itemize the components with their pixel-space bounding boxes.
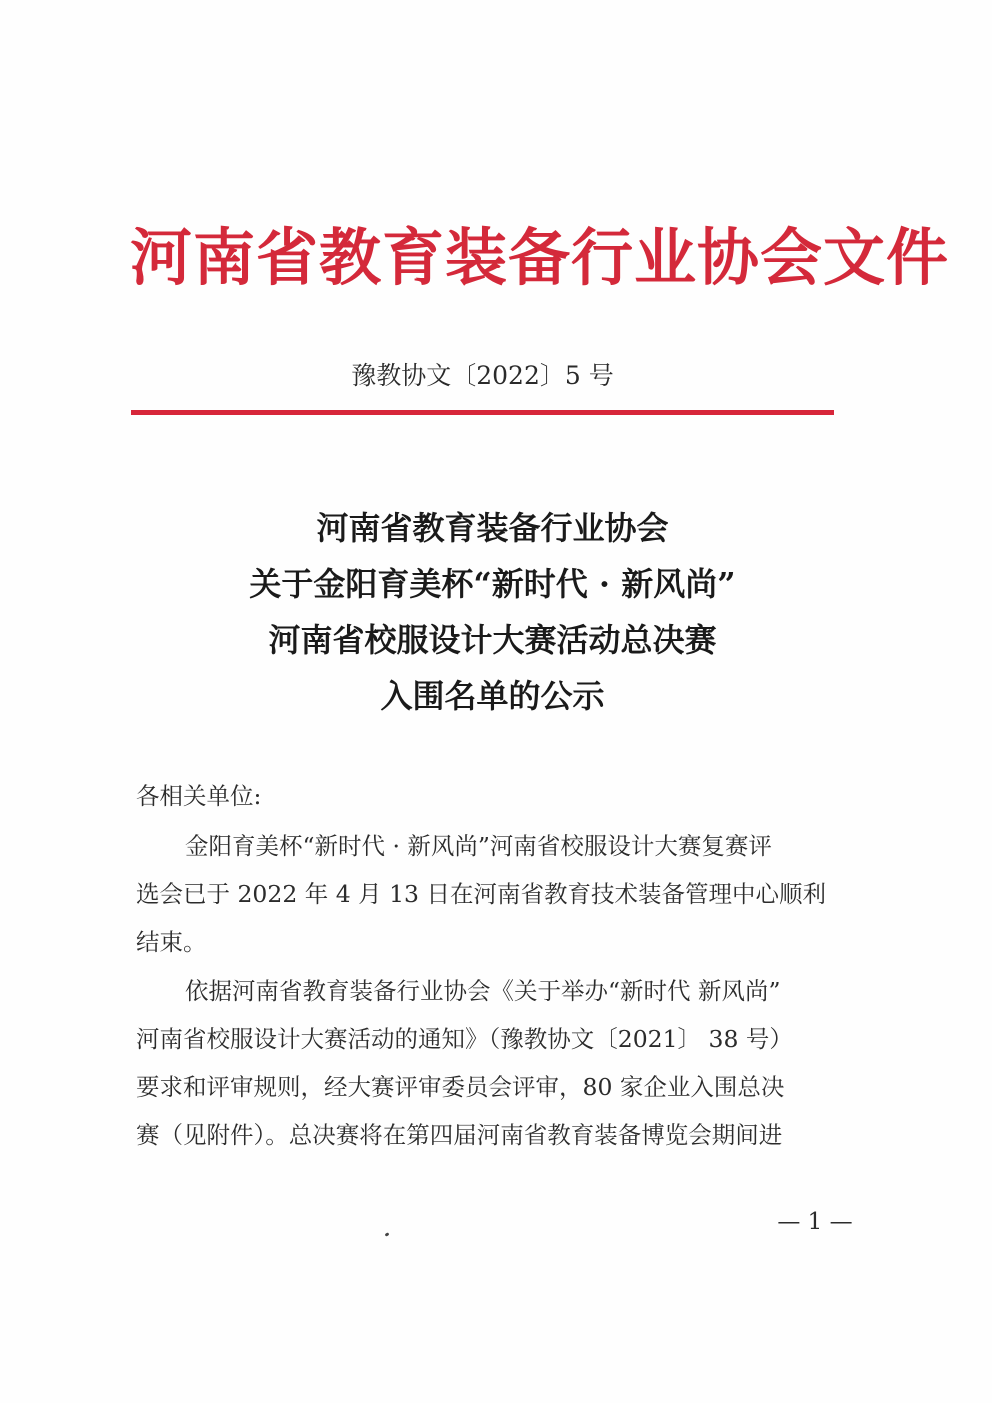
notice-title-line: 河南省校服设计大赛活动总决赛 [268,621,717,659]
notice-title-line: 关于金阳育美杯“新时代 · 新风尚” [249,565,736,603]
paragraph-line: 要求和评审规则，经大赛评审委员会评审，80 家企业入围总决 [136,1073,785,1101]
paragraph-line: 结束。 [136,928,207,956]
paragraph-line: 选会已于 2022 年 4 月 13 日在河南省教育技术装备管理中心顺利 [136,880,826,908]
notice-title [120,500,865,724]
notice-title-line: 河南省教育装备行业协会 [316,509,669,547]
salutation: 各相关单位: [136,782,262,810]
paragraph-line: 河南省校服设计大赛活动的通知》（豫教协文〔2021〕 38 号） [136,1025,793,1053]
scan-speck [385,1232,390,1237]
document-masthead: 河南省教育装备行业协会文件 [130,221,950,294]
document-number: 豫教协文〔2022〕5 号 [351,361,614,390]
red-divider-rule [131,410,834,415]
paragraph-line: 依据河南省教育装备行业协会《关于举办“新时代 新风尚” [185,977,781,1005]
paragraph-line: 金阳育美杯“新时代 · 新风尚”河南省校服设计大赛复赛评 [185,832,772,860]
paragraph-line: 赛（见附件）。总决赛将在第四届河南省教育装备博览会期间进 [136,1121,783,1149]
notice-title-line: 入围名单的公示 [380,677,605,715]
page-number: — 1 — [777,1209,853,1235]
